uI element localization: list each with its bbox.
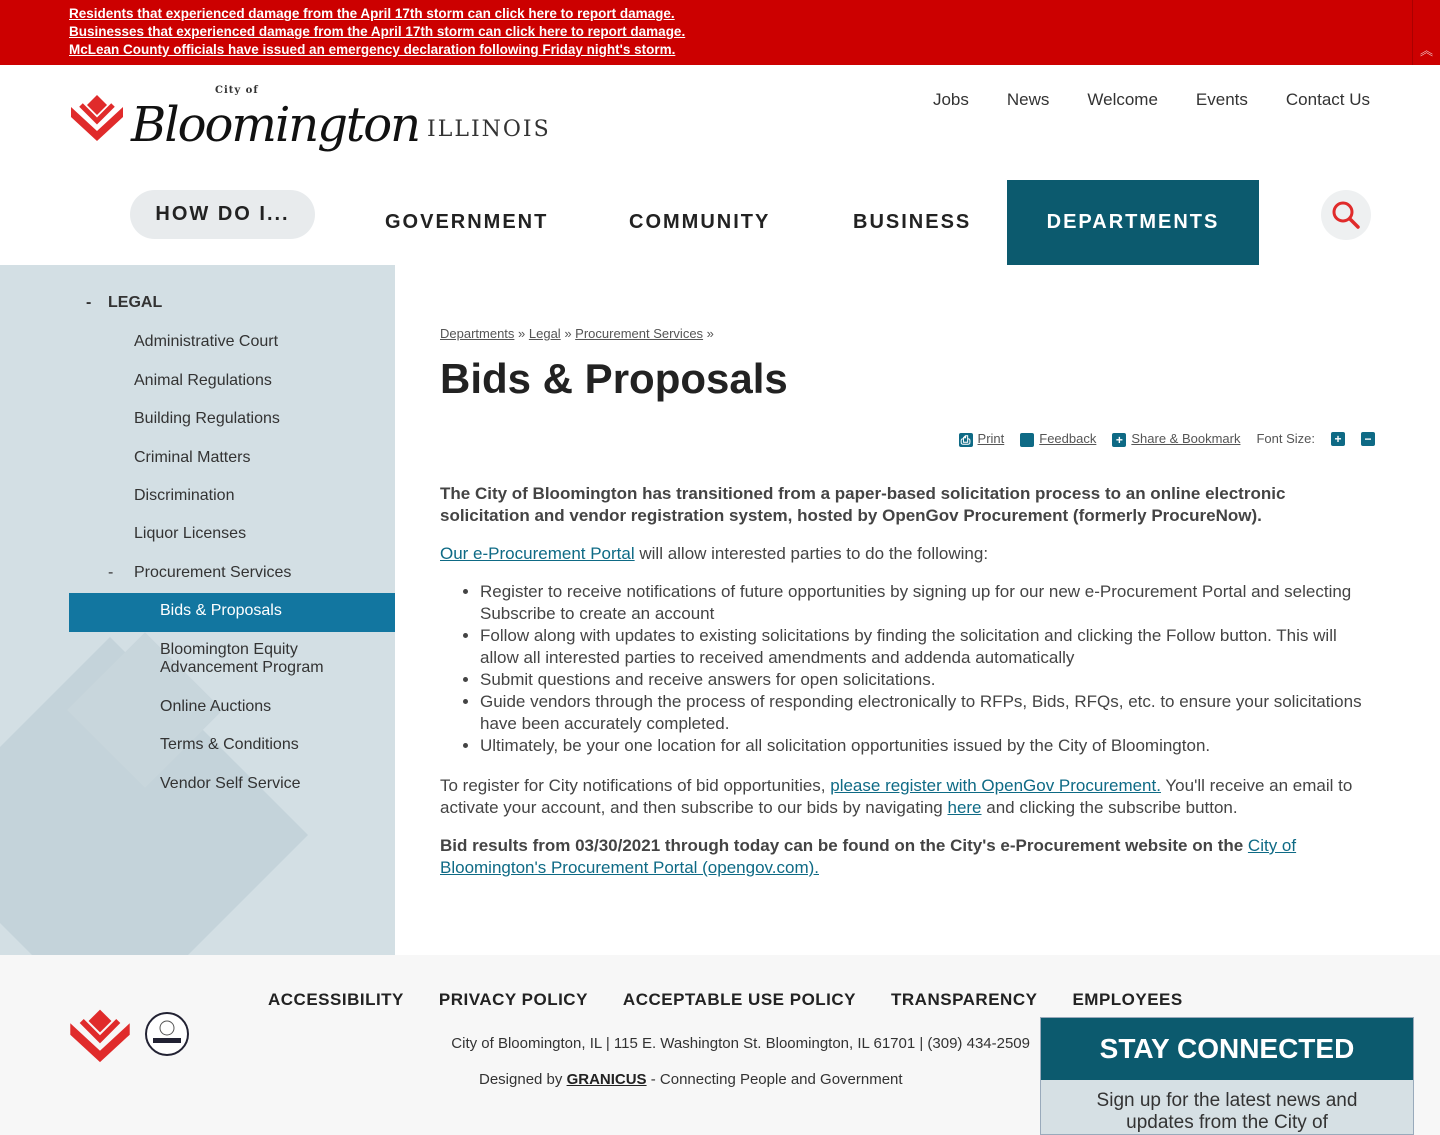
here-link[interactable]: here (947, 798, 982, 817)
sidebar-section-legal[interactable]: LEGAL (108, 294, 163, 311)
list-item: • Guide vendors through the process of responding electronically to RFPs, Bids, RFQs, etc. to ensure your solicitations have been accurately completed. (480, 691, 1375, 735)
granicus-link[interactable]: GRANICUS (566, 1071, 647, 1088)
alert-banner (0, 0, 1440, 65)
footer (0, 955, 1440, 1135)
main-nav (0, 180, 1440, 265)
logo-city-of: City of (215, 85, 259, 96)
breadcrumb-departments[interactable]: Departments (440, 326, 515, 341)
footer-links (268, 990, 1183, 1010)
font-size-label: Font Size: (1256, 431, 1315, 447)
nav-departments[interactable]: DEPARTMENTS (1007, 180, 1259, 265)
sidebar-item-vendor-self-service[interactable]: Vendor Self Service (160, 775, 301, 792)
font-increase-button[interactable]: + (1331, 432, 1345, 446)
register-text: You'll receive an email to activate your account, and then subscribe to our bids by navigating (440, 776, 1353, 817)
sidebar-item-animal-regulations[interactable]: Animal Regulations (134, 372, 272, 389)
breadcrumb: Departments » Legal » Procurement Services » (440, 326, 714, 341)
logo-chevron-icon (69, 91, 125, 147)
utility-nav (933, 90, 1370, 110)
stay-connected-text: Sign up for the latest news and updates from the City of (1096, 1090, 1358, 1133)
footer-link-privacy[interactable]: PRIVACY POLICY (438, 990, 588, 1009)
logo-name: Bloomington (131, 97, 420, 153)
share-bookmark-link[interactable]: Share & Bookmark (1131, 431, 1241, 446)
how-do-i-button[interactable]: HOW DO I... (130, 190, 315, 239)
designed-by-text: Designed by (479, 1071, 567, 1088)
footer-link-accessibility[interactable]: ACCESSIBILITY (268, 990, 404, 1009)
print-link[interactable]: Print (977, 431, 1005, 446)
intro-text: The City of Bloomington has transitioned from a paper-based solicitation process to an online electronic solicitation and vendor registration system, hosted by OpenGov Procurement (formerly ProcureNow). (440, 484, 1286, 525)
alert-link-residents[interactable]: Residents that experienced damage from the April 17th storm can click here to report damage. (69, 6, 675, 21)
list-item: • Ultimately, be your one location for all solicitation opportunities issued by the City of Bloomington. (480, 735, 1375, 757)
sidebar-item-building-regulations[interactable]: Building Regulations (134, 410, 280, 427)
feedback-link[interactable]: Feedback (1039, 431, 1097, 446)
features-list (480, 581, 1375, 757)
sidebar-item-terms-conditions[interactable]: Terms & Conditions (160, 736, 299, 753)
portal-text: will allow interested parties to do the following: (634, 544, 989, 563)
footer-link-employees[interactable]: EMPLOYEES (1072, 990, 1183, 1009)
register-text: and clicking the subscribe button. (981, 798, 1238, 817)
footer-link-transparency[interactable]: TRANSPARENCY (891, 990, 1038, 1009)
stay-connected-title: STAY CONNECTED (1041, 1018, 1413, 1080)
nav-jobs[interactable]: Jobs (932, 90, 969, 109)
footer-address: City of Bloomington, IL | 115 E. Washington St. Bloomington, IL 61701 | (309) 434-2509 (451, 1035, 1030, 1052)
chevron-up-icon: ︽ (1419, 43, 1433, 58)
breadcrumb-procurement[interactable]: Procurement Services (575, 326, 704, 341)
footer-link-acceptable-use[interactable]: ACCEPTABLE USE POLICY (622, 990, 857, 1009)
sidebar-collapse-procurement[interactable]: - (108, 564, 114, 581)
print-icon: ⎙ (959, 433, 973, 447)
procurement-portal-link[interactable]: City of Bloomington's Procurement Portal (opengov.com). (440, 836, 1297, 877)
list-item: • Register to receive notifications of future opportunities by signing up for our new e-Procurement Portal and selecting Subscribe to create an account (480, 581, 1375, 625)
sidebar-item-bids-proposals[interactable]: Bids & Proposals (69, 593, 395, 632)
logo-state: ILLINOIS (427, 116, 551, 142)
accessibility-seal-icon (144, 1011, 190, 1057)
footer-logo-icon (68, 1005, 132, 1069)
header (0, 65, 1440, 265)
breadcrumb-legal[interactable]: Legal (528, 326, 561, 341)
sidebar-item-procurement-services[interactable]: Procurement Services (134, 564, 292, 581)
list-item: • Follow along with updates to existing solicitations by finding the solicitation and clicking the Follow button. This will allow all interested parties to received amendments and addenda automatically (480, 625, 1375, 669)
feedback-icon (1020, 433, 1034, 447)
page-title: Bids & Proposals (440, 355, 788, 402)
article-body (440, 483, 1375, 895)
sidebar-item-criminal-matters[interactable]: Criminal Matters (134, 449, 251, 466)
sidebar-collapse-legal[interactable]: - (86, 294, 92, 311)
nav-welcome[interactable]: Welcome (1087, 90, 1158, 109)
sidebar-item-equity-program[interactable]: Bloomington Equity Advancement Program (160, 641, 324, 676)
search-button[interactable] (1321, 190, 1371, 240)
nav-news[interactable]: News (1006, 90, 1050, 109)
register-link[interactable]: please register with OpenGov Procurement. (830, 776, 1161, 795)
alert-link-businesses[interactable]: Businesses that experienced damage from the April 17th storm can click here to report damage. (69, 24, 686, 39)
footer-credit (479, 1071, 903, 1088)
sidebar (0, 265, 395, 955)
sidebar-item-discrimination[interactable]: Discrimination (134, 487, 235, 504)
nav-government[interactable]: GOVERNMENT (385, 211, 549, 233)
page-tools (959, 431, 1375, 447)
collapse-alert-button[interactable] (1412, 0, 1440, 65)
alert-link-emergency[interactable]: McLean County officials have issued an emergency declaration following Friday night's storm. (69, 42, 676, 57)
search-icon (1331, 200, 1361, 230)
nav-contact-us[interactable]: Contact Us (1285, 90, 1370, 109)
font-decrease-button[interactable]: − (1361, 432, 1375, 446)
sidebar-item-liquor-licenses[interactable]: Liquor Licenses (134, 525, 247, 542)
stay-connected-panel[interactable] (1040, 1017, 1414, 1135)
sidebar-item-online-auctions[interactable]: Online Auctions (160, 698, 272, 715)
tagline-text: - Connecting People and Government (646, 1071, 903, 1088)
logo-wordmark (131, 87, 419, 151)
nav-community[interactable]: COMMUNITY (629, 211, 771, 233)
site-logo[interactable] (69, 87, 551, 151)
nav-events[interactable]: Events (1195, 90, 1248, 109)
portal-link[interactable]: Our e-Procurement Portal (440, 544, 635, 563)
nav-business[interactable]: BUSINESS (853, 211, 972, 233)
sidebar-item-administrative-court[interactable]: Administrative Court (134, 333, 279, 350)
share-icon: + (1112, 433, 1126, 447)
register-text: To register for City notifications of bid opportunities, (440, 776, 831, 795)
list-item: • Submit questions and receive answers for open solicitations. (480, 669, 1375, 691)
results-text: Bid results from 03/30/2021 through today can be found on the City's e-Procurement website on the (440, 836, 1248, 855)
